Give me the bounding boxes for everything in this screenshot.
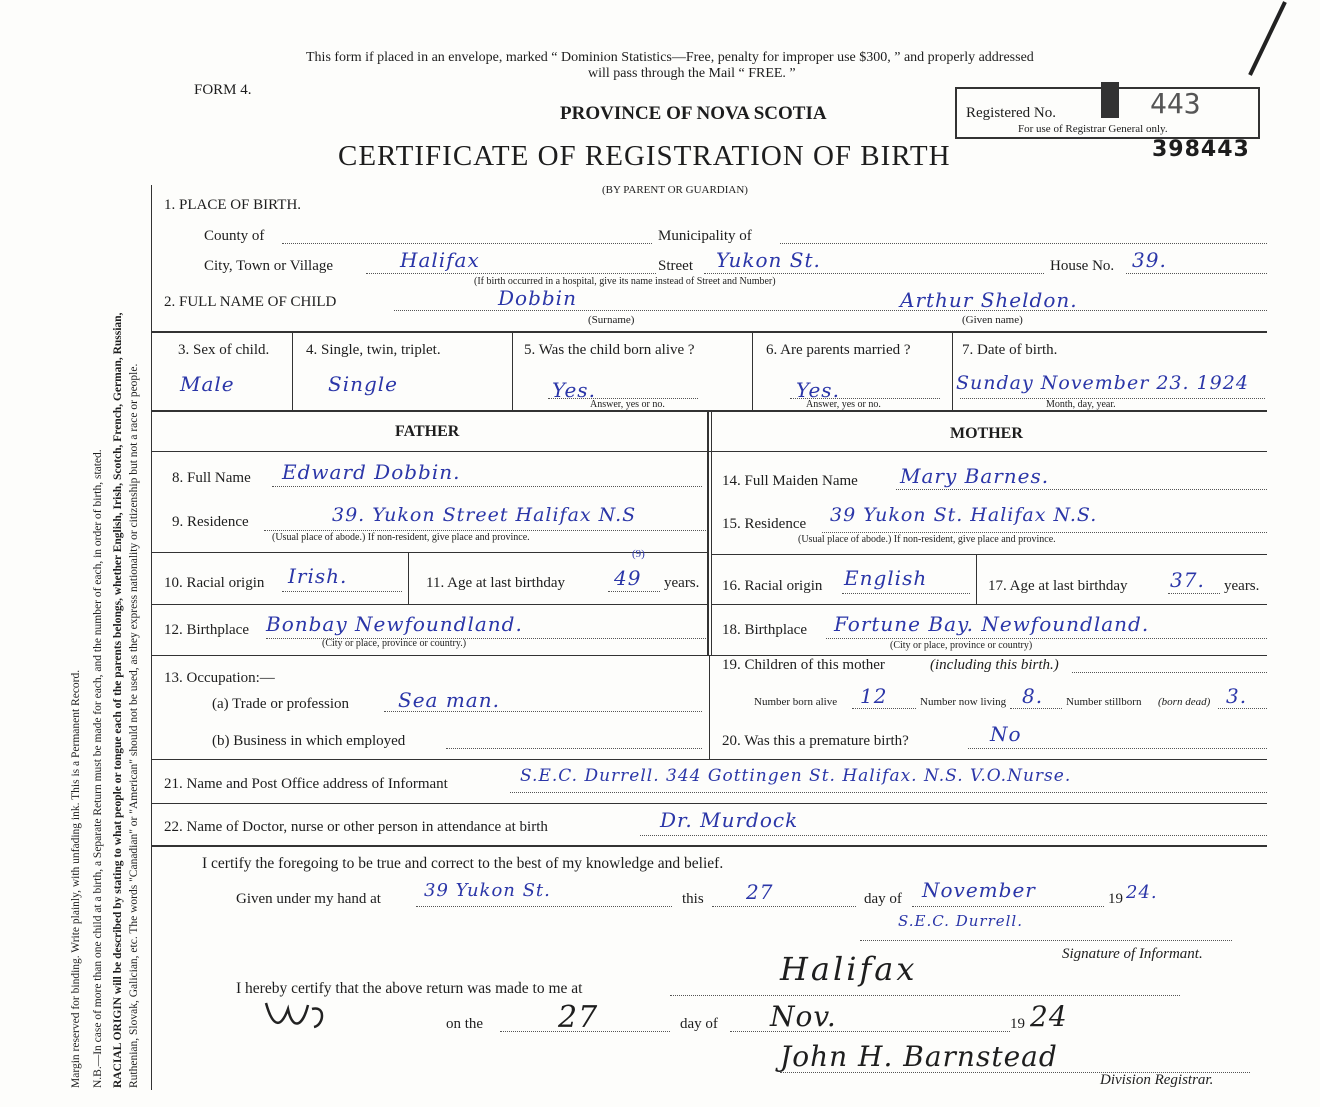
city-value: Halifax (400, 248, 480, 272)
children-note: (including this birth.) (930, 657, 1059, 673)
margin-note-3: RACIAL ORIGIN will be described by stating to what people or tongue each of the parents belongs, whether English, Irish, Scotch, French, German, Russian, (112, 312, 124, 1088)
informant-label: 21. Name and Post Office address of Informant (164, 776, 448, 792)
born-alive-count-label: Number born alive (754, 696, 838, 708)
mother-race-line (842, 593, 970, 594)
father-birthplace-value: Bonbay Newfoundland. (266, 612, 523, 636)
margin-note-2: N.B.—In case of more than one child at a birth, a Separate Return must be made for each, and the number of each, in order of birth, stated. (92, 449, 104, 1088)
registrar-on-the-label: on the (446, 1016, 484, 1032)
divider-3-4 (292, 332, 293, 410)
father-residence-caption: (Usual place of abode.) If non-resident, give place and province. (272, 532, 530, 543)
children-line (1072, 672, 1267, 673)
business-line (446, 748, 702, 749)
father-birthplace-caption: (City or place, province or country.) (322, 638, 467, 649)
mother-residence-caption: (Usual place of abode.) If non-resident, give place and province. (798, 534, 1056, 545)
divider-5-6 (752, 332, 753, 410)
now-living-count: 8. (1022, 684, 1044, 708)
given-under-label: Given under my hand at (236, 891, 381, 907)
registrar-year-prefix: 19 (1010, 1016, 1025, 1032)
mother-heading: MOTHER (950, 425, 1023, 442)
mother-age-label: 17. Age at last birthday (988, 578, 1128, 594)
father-race-line (282, 591, 402, 592)
county-line (282, 243, 652, 244)
father-race-label: 10. Racial origin (164, 575, 265, 591)
postal-note-1: This form if placed in an envelope, marked “ Dominion Statistics—Free, penalty for improper use $300, ” and properly addressed (306, 50, 1034, 65)
registrar-day-value: 27 (558, 1000, 599, 1035)
mother-race-value: English (844, 566, 928, 590)
married-caption: Answer, yes or no. (806, 399, 881, 410)
house-line (1126, 273, 1267, 274)
child-name-line (394, 310, 1267, 311)
registered-stamp: 443 (1150, 87, 1201, 120)
father-birthplace-label: 12. Birthplace (164, 622, 249, 638)
mother-name-value: Mary Barnes. (900, 464, 1050, 488)
father-name-label: 8. Full Name (172, 470, 251, 486)
municipality-label: Municipality of (658, 228, 752, 244)
form-number: FORM 4. (194, 82, 252, 98)
married-value: Yes. (796, 378, 840, 402)
registrar-year-value: 24 (1030, 1000, 1068, 1033)
stillborn-note: (born dead) (1158, 696, 1211, 708)
father-heading: FATHER (395, 423, 460, 440)
check-mark-icon (1240, 0, 1300, 80)
father-age-value: 49 (614, 566, 642, 590)
hospital-note: (If birth occurred in a hospital, give its name instead of Street and Number) (474, 276, 776, 287)
mother-race-label: 16. Racial origin (722, 578, 823, 594)
father-race-divider (408, 553, 409, 604)
parents-center-divider-b (711, 412, 712, 656)
dob-caption: Month, day, year. (1046, 399, 1116, 410)
registrar-use-note: For use of Registrar General only. (1018, 123, 1168, 135)
given-year-value: 24. (1126, 882, 1158, 903)
given-day-value: 27 (746, 880, 774, 904)
margin-note-4: Ruthenian, Slovak, Galician, etc. The words "Canadian" or "American" should not be used, as they express nationality or citizenship but not a race or people. (128, 363, 140, 1088)
mother-birthplace-line (826, 638, 1267, 639)
house-label: House No. (1050, 258, 1115, 274)
parents-heading-rule (152, 451, 1267, 452)
father-age-label: 11. Age at last birthday (426, 575, 565, 591)
plurality-label: 4. Single, twin, triplet. (306, 342, 441, 358)
stillborn-line (1218, 708, 1267, 709)
registration-number: 398443 (1152, 137, 1250, 162)
mother-birthplace-value: Fortune Bay. Newfoundland. (834, 612, 1150, 636)
father-age-line (608, 591, 660, 592)
doctor-line (640, 835, 1267, 836)
registrar-caption: Division Registrar. (1100, 1072, 1214, 1088)
occupation-label: 13. Occupation:— (164, 670, 275, 686)
city-line (366, 273, 656, 274)
given-caption: (Given name) (962, 314, 1023, 326)
doctor-value: Dr. Murdock (660, 808, 799, 832)
dob-value: Sunday November 23. 1924 (956, 372, 1249, 394)
born-alive-caption: Answer, yes or no. (590, 399, 665, 410)
father-age-superscript: (9) (632, 548, 645, 560)
informant-line (510, 792, 1267, 793)
row-top-rule (152, 331, 1267, 333)
surname-caption: (Surname) (588, 314, 635, 326)
dob-label: 7. Date of birth. (962, 342, 1058, 358)
street-line (704, 273, 1044, 274)
father-residence-line (264, 530, 706, 531)
given-year-prefix: 19 (1108, 891, 1123, 907)
certificate-title: CERTIFICATE OF REGISTRATION OF BIRTH (338, 140, 951, 172)
born-alive-label: 5. Was the child born alive ? (524, 342, 695, 358)
child-name-label: 2. FULL NAME OF CHILD (164, 294, 337, 310)
form-left-border (151, 185, 152, 1090)
doctor-label: 22. Name of Doctor, nurse or other person in attendance at birth (164, 819, 548, 835)
mother-row-rule-1 (712, 554, 1267, 555)
registrar-month-value: Nov. (770, 1000, 837, 1033)
certify-statement: I certify the foregoing to be true and correct to the best of my knowledge and belief. (202, 855, 724, 872)
premature-value: No (990, 722, 1022, 746)
mother-residence-label: 15. Residence (722, 516, 807, 532)
mother-age-value: 37. (1170, 568, 1205, 592)
child-given-name: Arthur Sheldon. (900, 288, 1078, 312)
informant-signature-caption: Signature of Informant. (1062, 946, 1203, 962)
street-value: Yukon St. (716, 248, 821, 272)
parents-center-divider (707, 412, 709, 656)
father-name-value: Edward Dobbin. (282, 460, 461, 484)
municipality-line (780, 243, 1267, 244)
stamp-block-icon (1101, 82, 1119, 118)
postal-note-2: will pass through the Mail “ FREE. ” (588, 66, 796, 81)
divider-6-7 (952, 332, 953, 410)
given-day-of-label: day of (864, 891, 902, 907)
given-place-value: 39 Yukon St. (424, 880, 551, 901)
born-alive-count: 12 (860, 684, 888, 708)
registrar-place-value: Halifax (780, 950, 918, 988)
father-residence-label: 9. Residence (172, 514, 249, 530)
mother-row-rule-2 (712, 604, 1267, 605)
province-heading: PROVINCE OF NOVA SCOTIA (560, 103, 827, 124)
parents-top-rule (152, 410, 1267, 412)
married-label: 6. Are parents married ? (766, 342, 911, 358)
given-month-value: November (922, 878, 1036, 902)
premature-line (968, 748, 1267, 749)
given-place-line (416, 906, 672, 907)
born-alive-count-line (852, 708, 916, 709)
registrar-initials-icon (262, 995, 332, 1035)
mother-residence-line (822, 532, 1267, 533)
registrar-signature: John H. Barnstead (780, 1040, 1058, 1073)
certificate-subtitle: (BY PARENT OR GUARDIAN) (602, 184, 748, 196)
given-day-line (712, 906, 856, 907)
mother-age-line (1168, 593, 1220, 594)
county-label: County of (204, 228, 265, 244)
father-row-rule-2 (152, 604, 707, 605)
plurality-value: Single (328, 372, 399, 396)
this-label: this (682, 891, 704, 907)
registered-no-label: Registered No. (966, 105, 1056, 121)
children-label: 19. Children of this mother (722, 657, 885, 673)
house-value: 39. (1132, 248, 1167, 272)
mother-age-unit: years. (1224, 578, 1260, 594)
born-alive-value: Yes. (552, 378, 596, 402)
sex-value: Male (180, 372, 235, 396)
doctor-top-rule (152, 803, 1267, 804)
divider-4-5 (512, 332, 513, 410)
mother-birthplace-label: 18. Birthplace (722, 622, 807, 638)
now-living-label: Number now living (920, 696, 1007, 708)
registrar-statement: I hereby certify that the above return was made to me at (236, 980, 583, 997)
father-age-unit: years. (664, 575, 700, 591)
mother-name-label: 14. Full Maiden Name (722, 473, 858, 489)
mother-residence-value: 39 Yukon St. Halifax N.S. (830, 504, 1098, 526)
sex-label: 3. Sex of child. (178, 342, 270, 358)
mother-race-divider (976, 555, 977, 604)
informant-value: S.E.C. Durrell. 344 Gottingen St. Halifax. N.S. V.O.Nurse. (520, 766, 1072, 786)
father-name-line (272, 486, 702, 487)
city-label: City, Town or Village (204, 258, 334, 274)
registrar-day-of-label: day of (680, 1016, 718, 1032)
informant-signature: S.E.C. Durrell. (898, 912, 1023, 930)
occupation-divider (709, 656, 710, 759)
street-label: Street (658, 258, 693, 274)
margin-note-1: Margin reserved for binding. Write plainly, with unfading ink. This is a Permanent Record. (70, 669, 82, 1088)
informant-signature-line (860, 940, 1232, 941)
trade-label: (a) Trade or profession (212, 696, 350, 712)
certify-top-rule (152, 845, 1267, 847)
father-row-rule-1 (152, 552, 707, 553)
place-of-birth-heading: 1. PLACE OF BIRTH. (164, 197, 302, 213)
informant-top-rule (152, 759, 1267, 760)
business-label: (b) Business in which employed (212, 733, 406, 749)
registrar-place-line (670, 995, 1180, 996)
child-surname: Dobbin (498, 286, 577, 310)
stillborn-label: Number stillborn (1066, 696, 1142, 708)
stillborn-count: 3. (1226, 684, 1248, 708)
father-residence-value: 39. Yukon Street Halifax N.S (332, 504, 637, 526)
premature-label: 20. Was this a premature birth? (722, 733, 909, 749)
given-month-line (912, 906, 1104, 907)
mother-name-line (896, 489, 1267, 490)
mother-birthplace-caption: (City or place, province or country) (890, 640, 1033, 651)
father-race-value: Irish. (288, 564, 348, 588)
trade-value: Sea man. (398, 688, 500, 712)
now-living-line (1010, 708, 1062, 709)
